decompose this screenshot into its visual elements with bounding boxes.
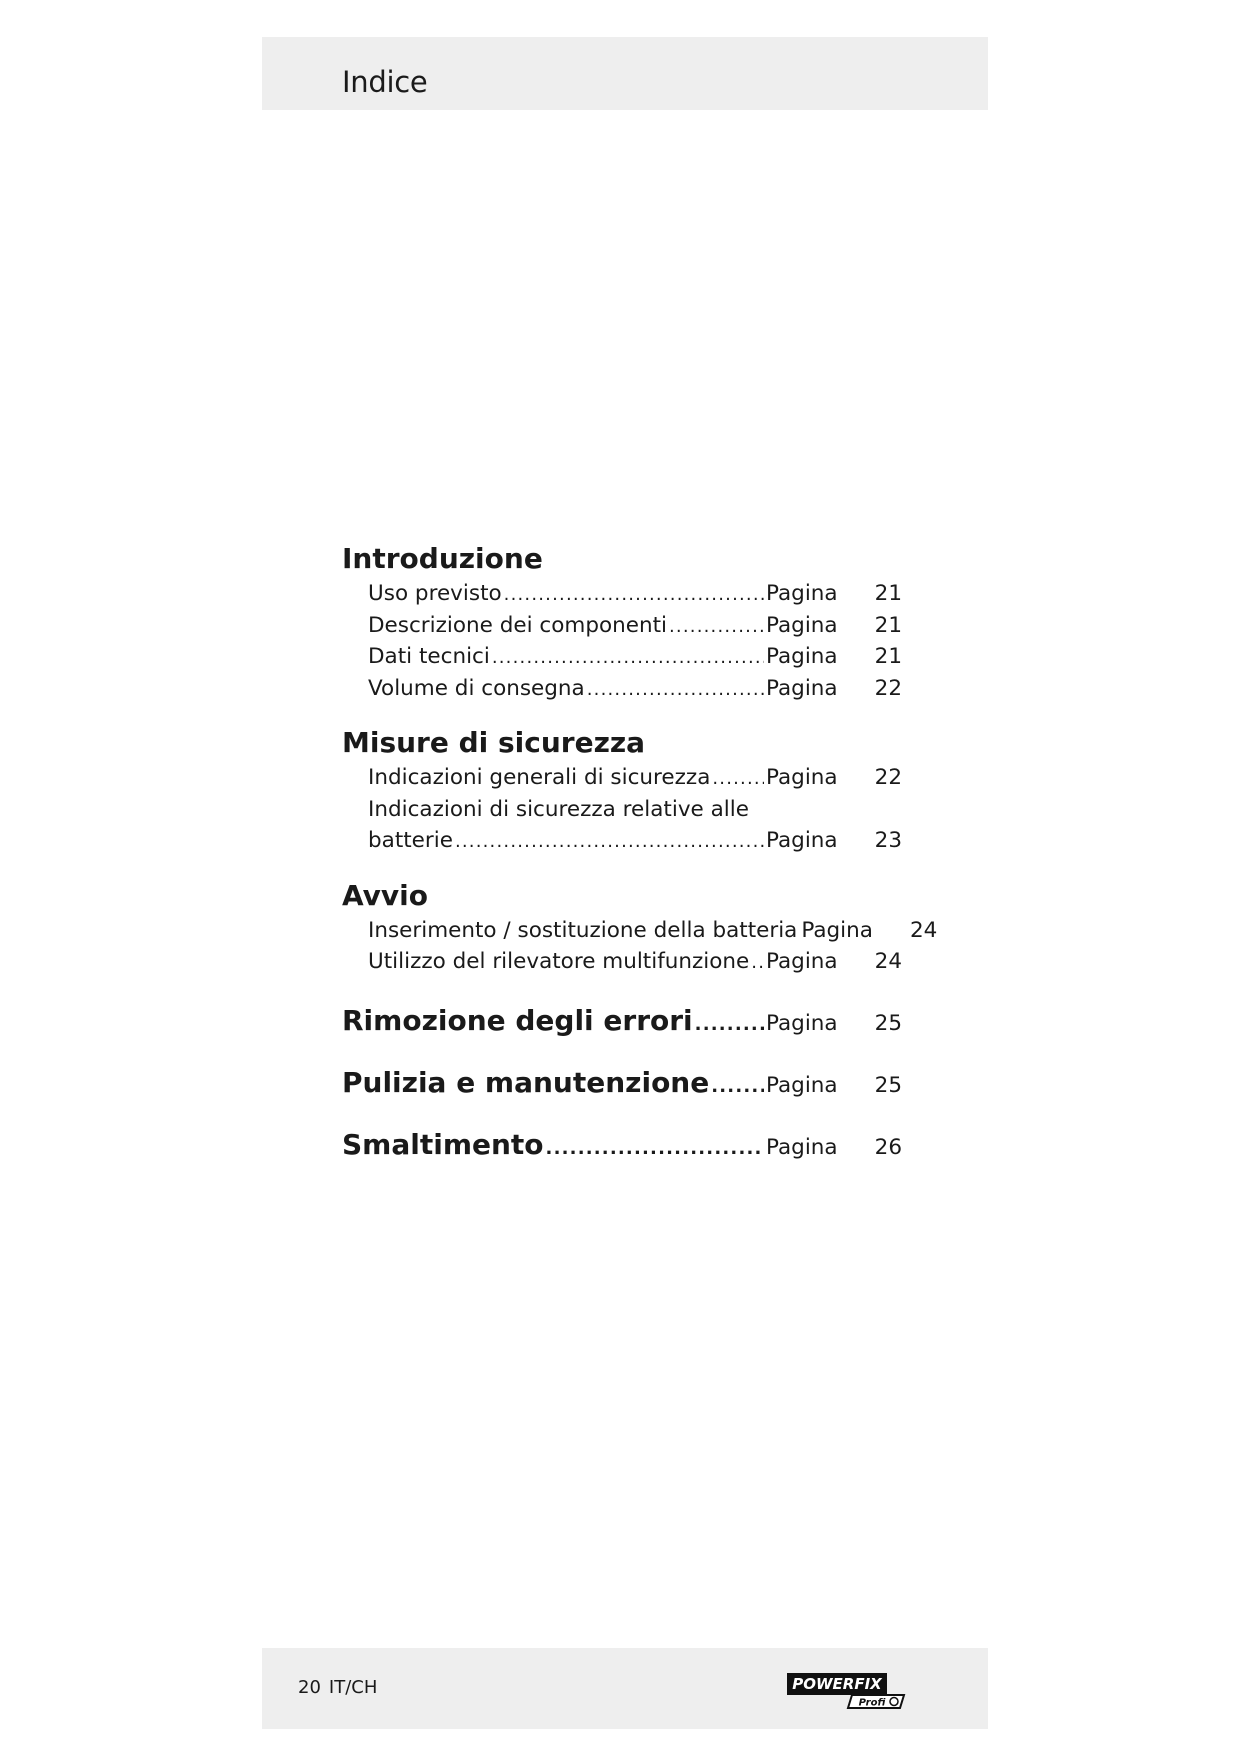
section-heading: Introduzione (342, 542, 543, 575)
page-number: 23 (874, 828, 902, 853)
page-word: Pagina (766, 765, 838, 790)
page-word: Pagina (766, 675, 838, 701)
page-word: Pagina (766, 1072, 838, 1098)
dot-leader (712, 763, 764, 795)
page-number: 26 (874, 1134, 902, 1160)
toc-entry[interactable] (342, 610, 902, 642)
page-word: Pagina (766, 1010, 838, 1036)
page-number: 24 (874, 949, 902, 974)
section-heading: Misure di sicurezza (342, 726, 646, 759)
page-title: Indice (342, 65, 428, 99)
toc-entry[interactable] (342, 825, 902, 857)
entry-label: Indicazioni generali di sicurezza (368, 765, 711, 790)
page-number: 21 (874, 581, 902, 606)
dot-leader (504, 579, 764, 611)
toc-section-pulizia[interactable] (342, 1064, 902, 1102)
toc-section-misure (342, 724, 902, 857)
entry-label: Uso previsto (368, 581, 502, 606)
toc-entry[interactable] (342, 915, 938, 947)
toc-section-introduzione (342, 540, 902, 704)
toc-entry[interactable] (342, 673, 902, 705)
page-number: 22 (874, 675, 902, 701)
dot-leader (669, 611, 764, 643)
table-of-contents (342, 540, 938, 1164)
toc-section-avvio (342, 877, 938, 978)
page-number: 24 (910, 917, 938, 943)
toc-entry[interactable] (342, 641, 902, 673)
page-number: 21 (874, 644, 902, 669)
entry-label: Volume di consegna (368, 675, 585, 701)
page-number: 25 (874, 1072, 902, 1098)
section-heading: Smaltimento (342, 1127, 544, 1161)
entry-label: batterie (368, 828, 453, 853)
dot-leader (695, 1006, 764, 1044)
dot-leader (546, 1130, 764, 1168)
page-number: 25 (874, 1010, 902, 1036)
header-band (262, 37, 988, 110)
entry-label: Dati tecnici (368, 644, 490, 669)
dot-leader (711, 1068, 764, 1106)
section-heading: Rimozione degli errori (342, 1003, 693, 1037)
entry-label-line[interactable]: Indicazioni di sicurezza relative alle (368, 796, 749, 822)
page-number: 21 (874, 612, 902, 638)
toc-entry[interactable] (342, 946, 902, 978)
toc-entry[interactable] (342, 762, 902, 794)
footer-band (262, 1648, 988, 1729)
page-word: Pagina (766, 949, 838, 974)
dot-leader (751, 947, 764, 979)
page-word: Pagina (766, 581, 838, 606)
dot-leader (587, 674, 764, 706)
section-heading: Avvio (342, 878, 429, 912)
logo-text: POWERFIX (792, 1675, 882, 1693)
page-word: Pagina (766, 828, 838, 853)
page-word: Pagina (766, 612, 838, 638)
powerfix-logo (786, 1672, 906, 1710)
toc-section-rimozione[interactable] (342, 1002, 902, 1040)
toc-entry[interactable] (342, 578, 902, 610)
dot-leader (492, 642, 764, 674)
page-number: 22 (874, 765, 902, 790)
logo-sub-text: Profi (858, 1697, 886, 1709)
entry-label: Utilizzo del rilevatore multifunzione (368, 949, 750, 974)
dot-leader (455, 826, 764, 858)
footer-locale: IT/CH (328, 1677, 378, 1698)
section-heading: Pulizia e manutenzione (342, 1065, 710, 1099)
entry-label: Inserimento / sostituzione della batteria (368, 917, 798, 943)
entry-label: Descrizione dei componenti (368, 612, 668, 638)
footer-info (298, 1677, 385, 1698)
toc-section-smaltimento[interactable] (342, 1126, 902, 1164)
page-word: Pagina (766, 644, 838, 669)
page-word: Pagina (801, 917, 873, 943)
footer-page-number: 20 (298, 1677, 321, 1698)
page-word: Pagina (766, 1134, 838, 1160)
